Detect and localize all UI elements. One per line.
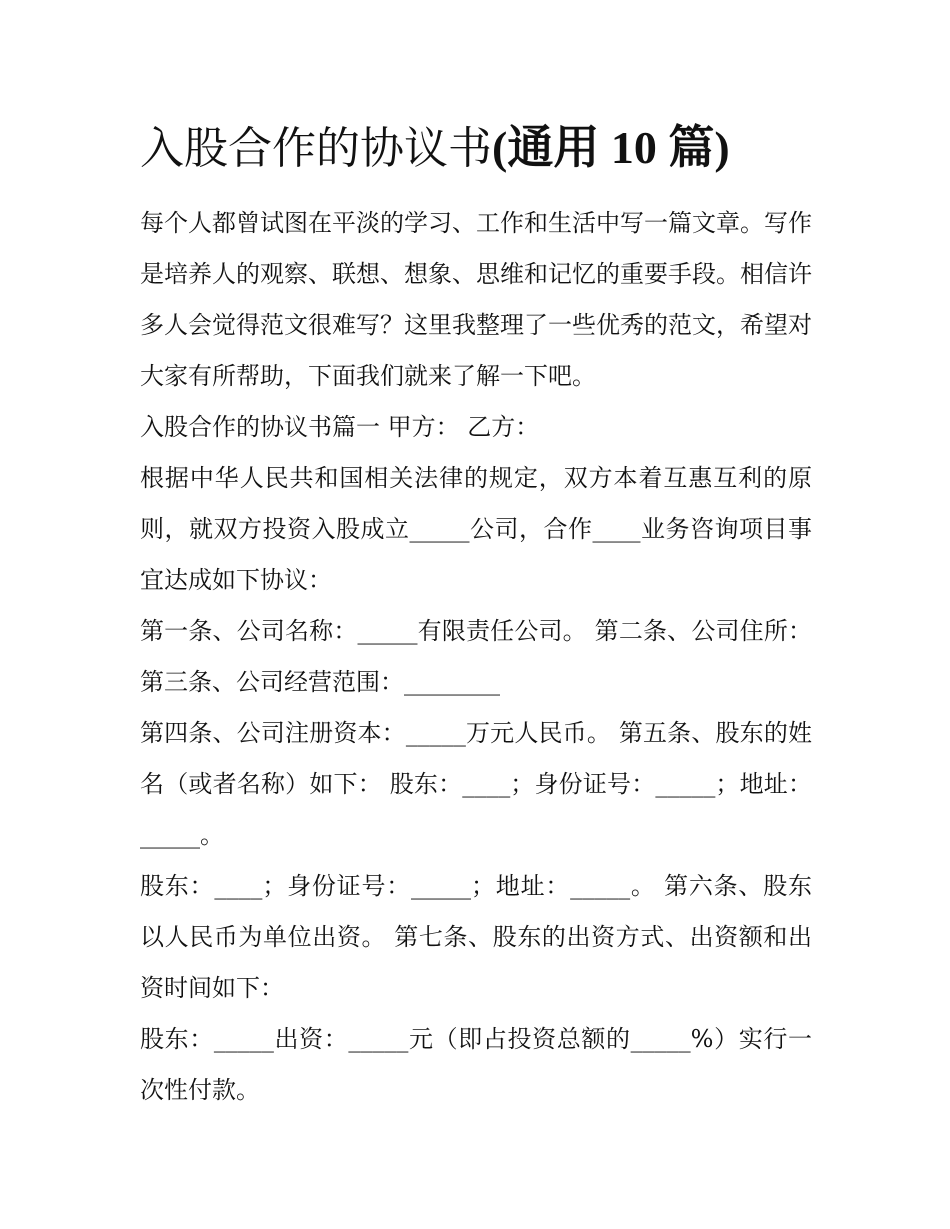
preamble-paragraph: 根据中华人民共和国相关法律的规定，双方本着互惠互利的原则，就双方投资入股成立_____公司，合作____业务咨询项目事宜达成如下协议： [140, 464, 812, 594]
clause-paragraph: 股东：_____出资：_____元（即占投资总额的_____%）实行一次性付款。 [140, 1025, 812, 1104]
title-main: 入股合作的协议书 [140, 123, 492, 174]
intro-paragraph: 每个人都曾试图在平淡的学习、工作和生活中写一篇文章。写作是培养人的观察、联想、想象、思维和记忆的重要手段。相信许多人会觉得范文很难写？这里我整理了一些优秀的范文，希望对大家有所帮助，下面我们就来了解一下吧。 [140, 209, 812, 390]
clause-paragraph: 第一条、公司名称：_____有限责任公司。 第二条、公司住所： 第三条、公司经营范围：________ [140, 617, 812, 696]
document-body [140, 198, 812, 1116]
clause-paragraph: 股东：____；身份证号：_____；地址：_____。 第六条、股东以人民币为单位出资。 第七条、股东的出资方式、出资额和出资时间如下： [140, 872, 812, 1002]
document-title [140, 118, 860, 179]
title-suffix: (通用 10 篇) [492, 122, 730, 173]
section-heading: 入股合作的协议书篇一 甲方： 乙方： [140, 413, 540, 441]
clause-paragraph: 第四条、公司注册资本：_____万元人民币。 第五条、股东的姓名（或者名称）如下： 股东：____；身份证号：_____；地址：_____。 [140, 719, 812, 849]
